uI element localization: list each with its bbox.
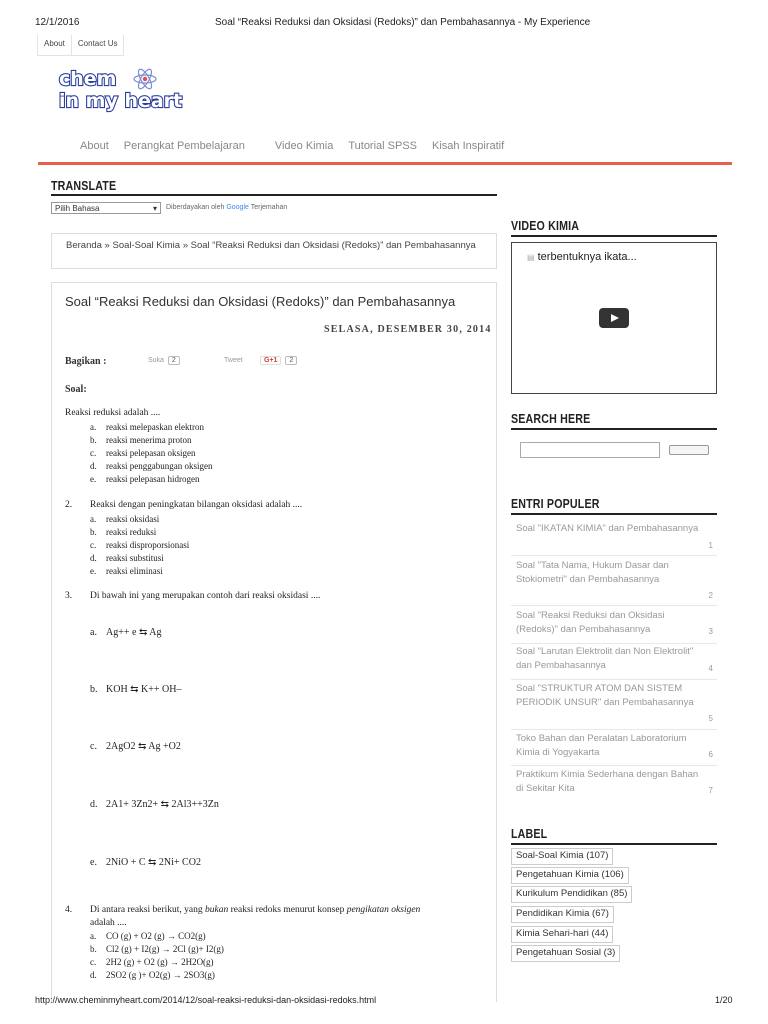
post-date: SELASA, DESEMBER 30, 2014	[324, 324, 492, 335]
q2-option-e: e. reaksi eliminasi	[90, 566, 163, 576]
question-4-tail: adalah ....	[90, 918, 127, 928]
search-heading: SEARCH HERE	[511, 411, 591, 426]
q1-option-e: e. reaksi pelepasan hidrogen	[90, 474, 200, 484]
label-heading: LABEL	[511, 826, 548, 841]
top-nav-contact[interactable]: Contact Us	[77, 39, 118, 48]
svg-text:in my heart: in my heart	[59, 90, 183, 112]
label-kurikulum-pendidikan[interactable]: Kurikulum Pendidikan (85)	[511, 886, 632, 903]
popular-item-5-title: Soal "STRUKTUR ATOM DAN SISTEM PERIODIK UNSUR" dan Pembahasannya	[516, 683, 694, 708]
language-select[interactable]	[51, 202, 161, 214]
q3-option-c: c. 2AgO2 ⇆ Ag +O2	[90, 741, 181, 752]
translate-heading: TRANSLATE	[51, 178, 117, 193]
popular-item-6-title: Toko Bahan dan Peralatan Laboratorium Kimia di Yogyakarta	[516, 733, 687, 758]
label-kimia-sehari-hari[interactable]: Kimia Sehari-hari (44)	[511, 926, 613, 943]
search-button[interactable]	[669, 445, 709, 455]
video-title-text: terbentuknya ikata...	[537, 251, 637, 263]
q1-option-d: d. reaksi penggabungan oksigen	[90, 461, 213, 471]
share-gplus[interactable]	[260, 356, 297, 365]
popular-item-3-rank: 3	[708, 627, 713, 636]
q3-option-a: a. Ag++ e ⇆ Ag	[90, 627, 162, 638]
question-2: Reaksi dengan peningkatan bilangan oksidasi adalah ....	[90, 500, 303, 510]
popular-item-2-title: Soal "Tata Nama, Hukum Dasar dan Stokiometri" dan Pembahasannya	[516, 560, 669, 585]
popular-item-1-rank: 1	[708, 541, 713, 550]
gplus-icon: G+1	[260, 356, 281, 365]
q2-option-d: d. reaksi substitusi	[90, 553, 164, 563]
top-nav-about[interactable]: About	[38, 35, 72, 55]
share-label: Bagikan :	[65, 356, 107, 367]
share-facebook[interactable]	[148, 356, 180, 365]
soal-label: Soal:	[65, 384, 87, 395]
q1-option-c: c. reaksi pelepasan oksigen	[90, 448, 196, 458]
question-4: Di antara reaksi berikut, yang bukan reaksi redoks menurut konsep pengikatan oksigen	[90, 905, 421, 915]
play-icon[interactable]	[599, 308, 629, 328]
post-title: Soal “Reaksi Reduksi dan Oksidasi (Redoks)” dan Pembahasannya	[65, 294, 456, 309]
powered-suffix[interactable]: Terjemahan	[250, 204, 288, 211]
question-3: Di bawah ini yang merupakan contoh dari reaksi oksidasi ....	[90, 591, 321, 601]
top-nav	[37, 35, 124, 56]
label-soal-soal-kimia[interactable]: Soal-Soal Kimia (107)	[511, 848, 613, 865]
share-suka-label: Suka	[148, 357, 164, 364]
chevron-down-icon: ▾	[152, 203, 157, 213]
q2-option-a: a. reaksi oksidasi	[90, 514, 160, 524]
popular-item-3-title: Soal "Reaksi Reduksi dan Oksidasi (Redoks)" dan Pembahasannya	[516, 610, 665, 635]
q3-option-e: e. 2NiO + C ⇆ 2Ni+ CO2	[90, 857, 201, 868]
breadcrumb[interactable]: Beranda » Soal-Soal Kimia » Soal “Reaksi Reduksi dan Oksidasi (Redoks)” dan Pembahasannya	[51, 233, 497, 269]
popular-item-7-title: Praktikum Kimia Sederhana dengan Bahan di Sekitar Kita	[516, 769, 699, 794]
search-underline	[511, 428, 717, 430]
print-title: Soal “Reaksi Reduksi dan Oksidasi (Redoks)” dan Pembahasannya - My Experience	[215, 17, 591, 28]
share-suka-count: 2	[168, 356, 180, 365]
nav-video-kimia[interactable]: Video Kimia	[274, 140, 334, 152]
q1-option-b: b. reaksi menerima proton	[90, 435, 192, 445]
q3-option-d: d. 2A1+ 3Zn2+ ⇆ 2Al3++3Zn	[90, 799, 219, 810]
nav-kisah[interactable]: Kisah Inspiratif	[432, 140, 505, 152]
popular-underline	[511, 513, 717, 515]
label-pengetahuan-kimia[interactable]: Pengetahuan Kimia (106)	[511, 867, 629, 884]
popular-item-2[interactable]	[511, 556, 717, 606]
video-heading: VIDEO KIMIA	[511, 218, 580, 233]
video-title[interactable]	[527, 251, 637, 263]
popular-item-5-rank: 5	[708, 714, 713, 723]
logo-graphic	[57, 67, 192, 117]
q2-option-b: b. reaksi reduksi	[90, 527, 157, 537]
google-translate-credit	[166, 204, 287, 211]
q4-option-b: b. Cl2 (g) + I2(g) → 2Cl (g)+ I2(g)	[90, 944, 224, 954]
popular-item-4[interactable]	[511, 644, 717, 680]
label-pendidikan-kimia[interactable]: Pendidikan Kimia (67)	[511, 906, 614, 923]
print-date: 12/1/2016	[35, 17, 80, 28]
svg-text:chem: chem	[59, 68, 117, 90]
share-gplus-count: 2	[285, 356, 297, 365]
video-underline	[511, 235, 717, 237]
footer-url: http://www.cheminmyheart.com/2014/12/soal-reaksi-reduksi-dan-oksidasi-redoks.html	[35, 995, 377, 1005]
popular-item-3[interactable]	[511, 606, 717, 644]
main-nav	[80, 140, 519, 152]
q4-option-c: c. 2H2 (g) + O2 (g) → 2H2O(g)	[90, 957, 214, 967]
popular-item-1[interactable]	[511, 518, 717, 556]
popular-item-5[interactable]	[511, 680, 717, 730]
q4-option-a: a. CO (g) + O2 (g) → CO2(g)	[90, 931, 206, 941]
popular-item-4-title: Soal "Larutan Elektrolit dan Non Elektrolit" dan Pembahasannya	[516, 646, 694, 671]
label-pengetahuan-sosial[interactable]: Pengetahuan Sosial (3)	[511, 945, 620, 962]
playlist-icon: ▤	[527, 253, 535, 262]
q1-option-a: a. reaksi melepaskan elektron	[90, 422, 204, 432]
popular-item-2-rank: 2	[708, 591, 713, 600]
popular-item-1-title: Soal "IKATAN KIMIA" dan Pembahasannya	[516, 523, 699, 534]
nav-perangkat[interactable]: Perangkat Pembelajaran	[123, 140, 245, 152]
label-underline	[511, 843, 717, 845]
share-tweet[interactable]: Tweet	[224, 357, 243, 364]
q3-option-b: b. KOH ⇆ K++ OH–	[90, 684, 182, 695]
popular-item-7-rank: 7	[708, 786, 713, 795]
q2-option-c: c. reaksi disproporsionasi	[90, 540, 190, 550]
translate-underline	[51, 194, 497, 196]
popular-heading: ENTRI POPULER	[511, 496, 600, 511]
site-logo[interactable]	[57, 67, 192, 117]
powered-prefix: Diberdayakan oleh	[166, 204, 225, 211]
popular-item-6[interactable]	[511, 730, 717, 766]
popular-item-4-rank: 4	[708, 664, 713, 673]
question-3-number: 3.	[65, 591, 73, 601]
nav-tutorial-spss[interactable]: Tutorial SPSS	[348, 140, 418, 152]
language-select-value: Pilih Bahasa	[55, 203, 100, 213]
question-4-number: 4.	[65, 905, 73, 915]
question-1: Reaksi reduksi adalah ....	[65, 408, 161, 418]
popular-item-7[interactable]	[511, 766, 717, 802]
google-brand[interactable]: Google	[226, 204, 249, 211]
footer-page-number: 1/20	[715, 995, 733, 1005]
popular-item-6-rank: 6	[708, 750, 713, 759]
question-2-number: 2.	[65, 500, 73, 510]
nav-about[interactable]: About	[80, 140, 109, 152]
q4-option-d: d. 2SO2 (g )+ O2(g) → 2SO3(g)	[90, 970, 215, 980]
post-container	[51, 282, 497, 1002]
header-divider	[38, 162, 732, 165]
search-input[interactable]	[520, 442, 660, 458]
